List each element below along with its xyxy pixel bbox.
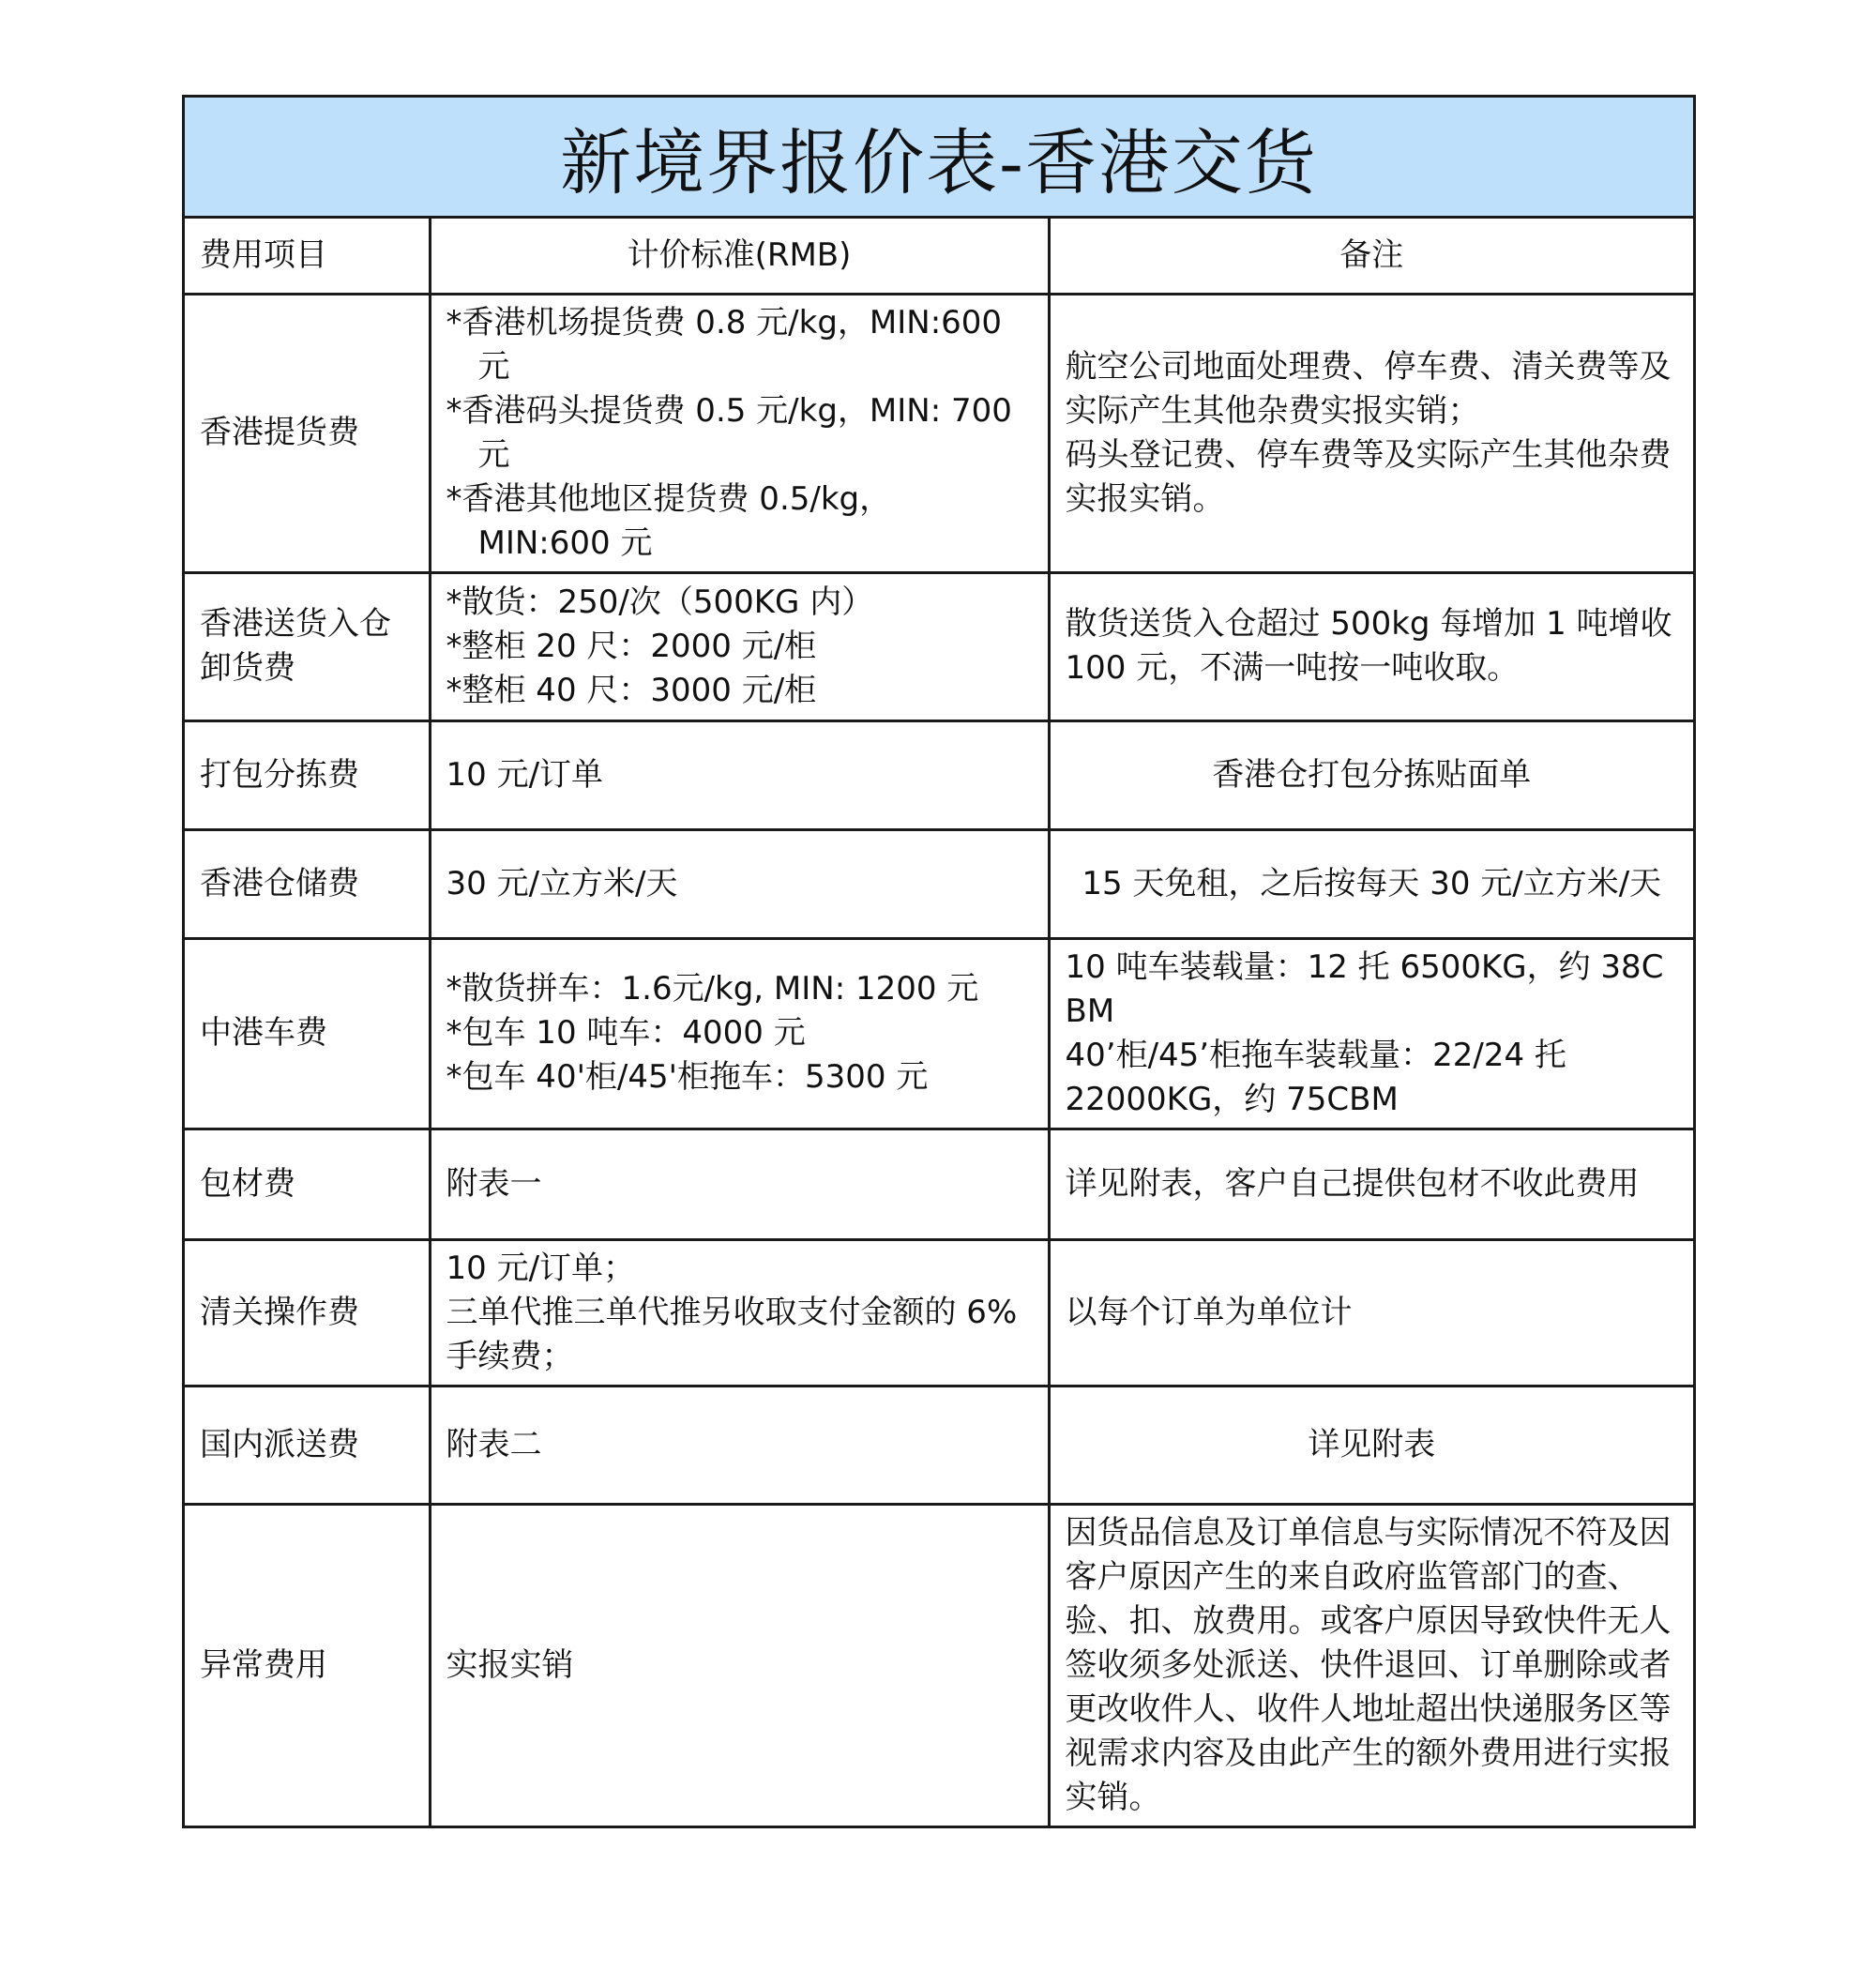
standard-line: 30 元/立方米/天 [446,864,678,902]
table-row [185,1239,1693,1386]
table-row [185,572,1693,720]
row-note [1049,1239,1693,1386]
standard-line: 元 [477,347,510,386]
note-line: 香港仓打包分拣贴面单 [1212,755,1532,794]
standard-line: *散货拼车：1.6元/kg, MIN: 1200 元 [446,970,979,1008]
row-standard [430,294,1049,572]
standard-line: MIN:600 元 [477,523,653,562]
note-line: 散货送货入仓超过 500kg 每增加 1 吨增收 100 元，不满一吨按一吨收取。 [1065,605,1672,687]
row-standard [430,1504,1049,1826]
table-row [185,720,1693,829]
header-item: 费用项目 [185,219,430,294]
standard-line: *香港其他地区提货费 0.5/kg， [446,479,892,518]
note-line: 因货品信息及订单信息与实际情况不符及因客户原因产生的来自政府监管部门的查、验、扣、放费用。或客户原因导致快件无人签收须多处派送、快件退回、订单删除或者更改收件人、收件人地址超出快递服务区等视需求内容及由此产生的额外费用进行实报实销。 [1065,1513,1672,1816]
standard-line: 10 元/订单； [446,1249,636,1287]
note-line: 40’柜/45’柜拖车装载量：22/24 托 [1065,1036,1566,1074]
standard-line: *散货：250/次（500KG 内） [446,583,874,621]
row-standard [430,829,1049,938]
standard-line: 实报实销 [446,1645,574,1684]
header-note: 备注 [1049,219,1693,294]
row-note [1049,572,1693,720]
note-line: 码头登记费、停车费等及实际产生其他杂费实报实销。 [1065,435,1672,518]
row-item: 国内派送费 [185,1386,430,1504]
standard-line: *整柜 40 尺：3000 元/柜 [446,671,817,709]
row-note [1049,1386,1693,1504]
table-row [185,1386,1693,1504]
standard-line: *包车 10 吨车：4000 元 [446,1014,806,1052]
note-line: 10 吨车装载量：12 托 6500KG，约 38CBM [1065,947,1664,1030]
standard-line: 元 [477,435,510,474]
row-item: 香港仓储费 [185,829,430,938]
standard-line: *香港机场提货费 0.8 元/kg，MIN:600 [446,303,1003,341]
row-standard [430,720,1049,829]
row-standard [430,1386,1049,1504]
row-standard [430,1129,1049,1239]
table-row [185,829,1693,938]
note-line: 详见附表，客户自己提供包材不收此费用 [1065,1164,1640,1203]
row-item: 包材费 [185,1129,430,1239]
row-item: 香港送货入仓卸货费 [185,572,430,720]
row-item: 打包分拣费 [185,720,430,829]
row-item: 中港车费 [185,938,430,1129]
standard-line: 附表一 [446,1164,542,1203]
row-note [1049,720,1693,829]
row-standard [430,938,1049,1129]
note-line: 22000KG，约 75CBM [1065,1080,1399,1118]
row-note [1049,1504,1693,1826]
note-line: 以每个订单为单位计 [1065,1293,1353,1331]
table-row [185,1129,1693,1239]
standard-line: *整柜 20 尺：2000 元/柜 [446,627,817,665]
row-note [1049,294,1693,572]
header-standard: 计价标准(RMB) [430,219,1049,294]
note-line: 15 天免租，之后按每天 30 元/立方米/天 [1082,864,1662,902]
row-item: 清关操作费 [185,1239,430,1386]
standard-line: 附表二 [446,1425,542,1463]
row-note [1049,1129,1693,1239]
note-line: 详见附表 [1308,1425,1436,1463]
standard-line: 10 元/订单 [446,755,604,794]
row-note [1049,829,1693,938]
table-row [185,294,1693,572]
header-row [185,219,1693,294]
row-standard [430,1239,1049,1386]
sheet-title: 新境界报价表-香港交货 [185,98,1693,219]
price-table [185,219,1693,1826]
table-row [185,938,1693,1129]
table-row [185,1504,1693,1826]
standard-line: *包车 40'柜/45'柜拖车：5300 元 [446,1058,929,1096]
standard-line: 三单代推三单代推另收取支付金额的 6% 手续费； [446,1293,1018,1375]
row-note [1049,938,1693,1129]
standard-line: *香港码头提货费 0.5 元/kg，MIN: 700 [446,391,1012,430]
row-item: 异常费用 [185,1504,430,1826]
quotation-sheet [182,95,1696,1828]
note-line: 航空公司地面处理费、停车费、清关费等及实际产生其他杂费实报实销； [1065,347,1672,430]
row-standard [430,572,1049,720]
row-item: 香港提货费 [185,294,430,572]
